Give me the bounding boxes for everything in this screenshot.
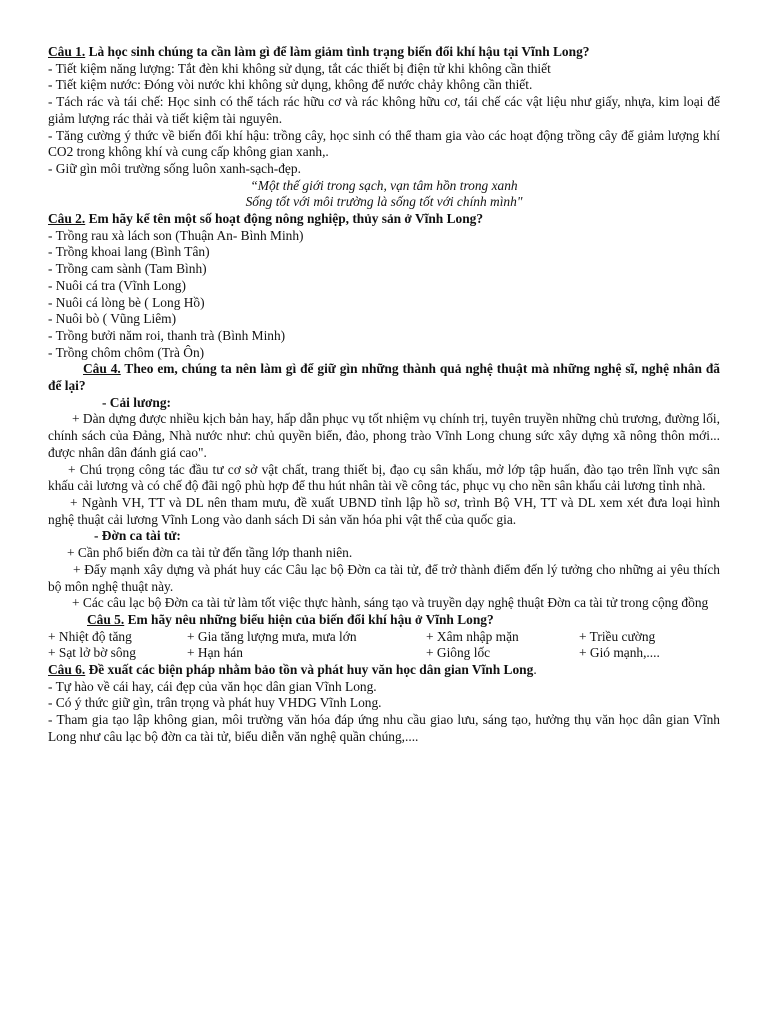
- list-item: + Nhiệt độ tăng: [48, 628, 132, 644]
- list-item: - Nuôi cá lòng bè ( Long Hồ): [48, 294, 205, 310]
- question-1-title: Là học sinh chúng ta cần làm gì để làm giảm tình trạng biến đổi khí hậu tại Vĩnh Long?: [85, 44, 590, 59]
- question-4-number: Câu 4.: [83, 361, 121, 377]
- quote-line-1: “Một thế giới trong sạch, vạn tâm hồn trong xanh: [250, 177, 518, 193]
- list-item: + Hạn hán: [187, 645, 243, 661]
- answer-line: - Tiết kiệm nước: Đóng vòi nước khi không sử dụng, không để nước chảy không cần thiết.: [48, 77, 533, 93]
- answer-line: - Tự hào về cái hay, cái đẹp của văn học dân gian Vĩnh Long.: [48, 678, 377, 694]
- quote-line-2: Sống tốt với môi trường là sống tốt với chính mình": [245, 194, 523, 210]
- question-1-number: Câu 1.: [48, 44, 86, 59]
- question-2-title: Em hãy kể tên một số hoạt động nông nghiệp, thủy sản ở Vĩnh Long?: [85, 211, 484, 227]
- question-6-heading: [48, 662, 720, 679]
- paragraph: + Ngành VH, TT và DL nên tham mưu, đề xuất UBND tỉnh lập hồ sơ, trình Bộ VH, TT và DL xem xét đưa loại hình nghệ thuật cải lương Vĩnh Long vào danh sách Di sản văn hóa phi vật thể của quốc gia.: [48, 494, 720, 527]
- paragraph: + Đẩy mạnh xây dựng và phát huy các Câu lạc bộ Đờn ca tài tử, để trở thành điểm đến lý tưởng cho những ai yêu thích bộ môn nghệ thuật này.: [48, 561, 720, 594]
- list-item: + Gia tăng lượng mưa, mưa lớn: [187, 628, 357, 644]
- list-item: + Giông lốc: [426, 645, 491, 661]
- list-item: + Gió mạnh,....: [579, 645, 660, 661]
- question-6-number: Câu 6.: [48, 662, 86, 678]
- question-5-heading: [48, 612, 720, 629]
- answer-line: - Có ý thức giữ gìn, trân trọng và phát huy VHDG Vĩnh Long.: [48, 695, 382, 711]
- question-1-heading: [48, 44, 720, 61]
- list-item: - Nuôi cá tra (Vĩnh Long): [48, 277, 186, 293]
- answer-line: - Tiết kiệm năng lượng: Tắt đèn khi không sử dụng, tắt các thiết bị điện tử khi không cần thiết: [48, 60, 551, 76]
- list-item: - Trồng rau xà lách son (Thuận An- Bình Minh): [48, 227, 304, 243]
- question-5-title: Em hãy nêu những biểu hiện của biến đổi khí hậu ở Vĩnh Long?: [124, 611, 494, 627]
- list-item: + Xâm nhập mặn: [426, 628, 519, 644]
- list-item: + Sạt lở bờ sông: [48, 645, 136, 661]
- paragraph: + Dàn dựng được nhiều kịch bản hay, hấp dẫn phục vụ tốt nhiệm vụ chính trị, tuyên truyền những chủ trương, đường lối, chính sách của Đảng, Nhà nước như: chủ quyền biển, đảo, phong trào Vĩnh Long chung sức xây dựng xã nông thôn mới... được nhân dân đánh giá cao".: [48, 411, 720, 460]
- paragraph: + Chú trọng công tác đầu tư cơ sở vật chất, trang thiết bị, đạo cụ sân khấu, mở lớp tập huấn, đào tạo trên lĩnh vực sân khấu cải lương và có chế độ đãi ngộ phù hợp để thu hút nhân tài về công tác, phục vụ cho nền sân khấu cải lương tỉnh nhà.: [48, 461, 720, 494]
- list-item: - Trồng khoai lang (Bình Tân): [48, 244, 210, 260]
- question-6-title: Đề xuất các biện pháp nhằm bảo tồn và phát huy văn học dân gian Vĩnh Long: [85, 662, 534, 678]
- question-6-title-end: .: [533, 662, 537, 678]
- question-2-number: Câu 2.: [48, 211, 86, 227]
- list-item: + Triều cường: [579, 628, 656, 644]
- answer-line: - Giữ gìn môi trường sống luôn xanh-sạch-đẹp.: [48, 160, 301, 176]
- subheading-don-ca-tai-tu: - Đờn ca tài tử:: [94, 528, 181, 544]
- climate-signs-row-1: [48, 629, 720, 646]
- list-item: - Trồng chôm chôm (Trà Ôn): [48, 344, 205, 360]
- question-4-heading: [48, 361, 720, 394]
- answer-line: - Tách rác và tái chế: Học sinh có thể tách rác hữu cơ và rác không hữu cơ, tái chế các vật liệu như giấy, nhựa, kim loại để giảm lượng rác thải và tiết kiệm tài nguyên.: [48, 94, 720, 126]
- answer-line: - Tăng cường ý thức về biến đổi khí hậu: trồng cây, học sinh có thể tham gia vào các hoạt động trồng cây để giảm lượng khí CO2 trong không khí và cung cấp không gian xanh,.: [48, 127, 720, 160]
- answer-line: - Tham gia tạo lập không gian, môi trường văn hóa đáp ứng nhu cầu giao lưu, sáng tạo, hưởng thụ văn học dân gian Vĩnh Long như câu lạc bộ đờn ca tài tử, biểu diễn văn nghệ quần chúng,....: [48, 712, 720, 744]
- question-5-number: Câu 5.: [87, 611, 125, 627]
- question-4-title: Theo em, chúng ta nên làm gì để giữ gìn những thành quả nghệ thuật mà những nghệ sĩ, nghệ nhân đã để lại?: [48, 361, 720, 394]
- paragraph: + Cần phổ biến đờn ca tài tử đến tầng lớp thanh niên.: [67, 545, 353, 561]
- list-item: - Trồng cam sành (Tam Bình): [48, 261, 207, 277]
- list-item: - Trồng bưởi năm roi, thanh trà (Bình Minh): [48, 327, 286, 343]
- subheading-cai-luong: - Cải lương:: [102, 394, 172, 410]
- paragraph: + Các câu lạc bộ Đờn ca tài tử làm tốt việc thực hành, sáng tạo và truyền dạy nghệ thuật Đờn ca tài tử trong cộng đồng: [72, 595, 709, 611]
- climate-signs-row-2: [48, 645, 720, 662]
- question-2-heading: [48, 211, 720, 228]
- list-item: - Nuôi bò ( Vũng Liêm): [48, 311, 177, 327]
